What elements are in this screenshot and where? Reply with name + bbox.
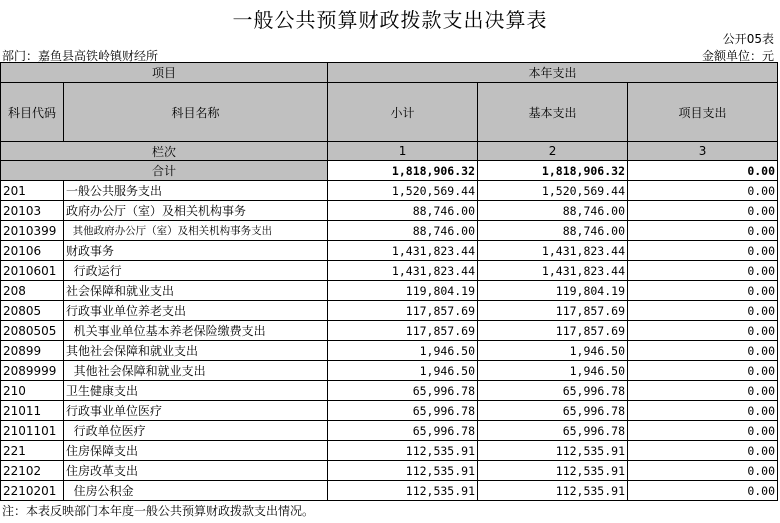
row-code: 2010399 — [1, 221, 64, 241]
table-row — [1, 381, 778, 401]
row-code: 2089999 — [1, 361, 64, 381]
table-row — [1, 341, 778, 361]
row-basic: 65,996.78 — [478, 401, 628, 421]
row-code: 21011 — [1, 401, 64, 421]
row-name: 住房改革支出 — [64, 461, 328, 481]
row-subtotal: 65,996.78 — [328, 421, 478, 441]
row-subtotal: 112,535.91 — [328, 461, 478, 481]
table-row — [1, 261, 778, 281]
table-row — [1, 441, 778, 461]
header-subtotal: 小计 — [328, 83, 478, 142]
header-project: 项目支出 — [628, 83, 778, 142]
row-project: 0.00 — [628, 201, 778, 221]
column-index-2: 2 — [478, 142, 628, 161]
row-subtotal: 112,535.91 — [328, 441, 478, 461]
row-code: 201 — [1, 181, 64, 201]
total-label: 合计 — [1, 161, 328, 181]
row-subtotal: 1,431,823.44 — [328, 261, 478, 281]
row-project: 0.00 — [628, 301, 778, 321]
table-row — [1, 241, 778, 261]
row-name: 政府办公厅（室）及相关机构事务 — [64, 201, 328, 221]
page-title: 一般公共预算财政拨款支出决算表 — [232, 8, 548, 32]
row-name: 住房公积金 — [64, 481, 328, 501]
row-name: 其他社会保障和就业支出 — [64, 361, 328, 381]
row-project: 0.00 — [628, 401, 778, 421]
column-index-3: 3 — [628, 142, 778, 161]
row-subtotal: 117,857.69 — [328, 321, 478, 341]
row-name: 其他社会保障和就业支出 — [64, 341, 328, 361]
row-subtotal: 1,946.50 — [328, 361, 478, 381]
row-code: 20103 — [1, 201, 64, 221]
row-project: 0.00 — [628, 441, 778, 461]
row-project: 0.00 — [628, 381, 778, 401]
table-row — [1, 281, 778, 301]
row-subtotal: 119,804.19 — [328, 281, 478, 301]
row-subtotal: 65,996.78 — [328, 381, 478, 401]
row-subtotal: 88,746.00 — [328, 201, 478, 221]
total-project: 0.00 — [628, 161, 778, 181]
row-basic: 1,520,569.44 — [478, 181, 628, 201]
table-row — [1, 401, 778, 421]
department-label: 部门：嘉鱼县高铁岭镇财经所 — [2, 49, 159, 63]
row-subtotal: 1,431,823.44 — [328, 241, 478, 261]
row-code: 20106 — [1, 241, 64, 261]
row-name: 行政单位医疗 — [64, 421, 328, 441]
row-name: 财政事务 — [64, 241, 328, 261]
footnote: 注：本表反映部门本年度一般公共预算财政拨款支出情况。 — [2, 504, 315, 518]
row-project: 0.00 — [628, 481, 778, 501]
column-index-1: 1 — [328, 142, 478, 161]
row-basic: 1,431,823.44 — [478, 241, 628, 261]
header-name: 科目名称 — [64, 83, 328, 142]
row-basic: 88,746.00 — [478, 221, 628, 241]
row-name: 社会保障和就业支出 — [64, 281, 328, 301]
table-row — [1, 361, 778, 381]
row-subtotal: 88,746.00 — [328, 221, 478, 241]
row-name: 卫生健康支出 — [64, 381, 328, 401]
table-row — [1, 421, 778, 441]
row-name: 机关事业单位基本养老保险缴费支出 — [64, 321, 328, 341]
row-code: 22102 — [1, 461, 64, 481]
row-basic: 112,535.91 — [478, 481, 628, 501]
row-basic: 112,535.91 — [478, 461, 628, 481]
table-row — [1, 181, 778, 201]
row-project: 0.00 — [628, 321, 778, 341]
row-name: 住房保障支出 — [64, 441, 328, 461]
header-item: 项目 — [1, 63, 328, 83]
header-annual-expense: 本年支出 — [328, 63, 778, 83]
row-basic: 1,946.50 — [478, 361, 628, 381]
row-project: 0.00 — [628, 341, 778, 361]
row-project: 0.00 — [628, 241, 778, 261]
row-code: 2010601 — [1, 261, 64, 281]
row-code: 210 — [1, 381, 64, 401]
row-subtotal: 117,857.69 — [328, 301, 478, 321]
row-subtotal: 112,535.91 — [328, 481, 478, 501]
row-subtotal: 65,996.78 — [328, 401, 478, 421]
row-project: 0.00 — [628, 281, 778, 301]
row-name: 一般公共服务支出 — [64, 181, 328, 201]
row-project: 0.00 — [628, 361, 778, 381]
row-basic: 65,996.78 — [478, 421, 628, 441]
row-basic: 1,431,823.44 — [478, 261, 628, 281]
row-name: 行政事业单位医疗 — [64, 401, 328, 421]
header-basic: 基本支出 — [478, 83, 628, 142]
header-code: 科目代码 — [1, 83, 64, 142]
unit-label: 金额单位：元 — [701, 49, 774, 63]
form-code: 公开05表 — [722, 32, 774, 46]
row-name: 其他政府办公厅（室）及相关机构事务支出 — [64, 221, 328, 241]
row-basic: 1,946.50 — [478, 341, 628, 361]
row-basic: 117,857.69 — [478, 301, 628, 321]
row-basic: 119,804.19 — [478, 281, 628, 301]
row-basic: 65,996.78 — [478, 381, 628, 401]
table-row — [1, 201, 778, 221]
row-project: 0.00 — [628, 181, 778, 201]
table-row — [1, 321, 778, 341]
row-basic: 88,746.00 — [478, 201, 628, 221]
table-row — [1, 481, 778, 501]
row-subtotal: 1,520,569.44 — [328, 181, 478, 201]
row-code: 2101101 — [1, 421, 64, 441]
row-name: 行政事业单位养老支出 — [64, 301, 328, 321]
table-row — [1, 221, 778, 241]
row-code: 2080505 — [1, 321, 64, 341]
table-row — [1, 461, 778, 481]
row-project: 0.00 — [628, 221, 778, 241]
row-project: 0.00 — [628, 421, 778, 441]
row-code: 221 — [1, 441, 64, 461]
total-subtotal: 1,818,906.32 — [328, 161, 478, 181]
row-code: 20805 — [1, 301, 64, 321]
row-name: 行政运行 — [64, 261, 328, 281]
expenditure-table — [0, 62, 778, 501]
row-basic: 117,857.69 — [478, 321, 628, 341]
row-project: 0.00 — [628, 461, 778, 481]
table-row — [1, 301, 778, 321]
column-index-label: 栏次 — [1, 142, 328, 161]
row-code: 208 — [1, 281, 64, 301]
row-code: 2210201 — [1, 481, 64, 501]
row-code: 20899 — [1, 341, 64, 361]
row-subtotal: 1,946.50 — [328, 341, 478, 361]
total-basic: 1,818,906.32 — [478, 161, 628, 181]
row-project: 0.00 — [628, 261, 778, 281]
row-basic: 112,535.91 — [478, 441, 628, 461]
